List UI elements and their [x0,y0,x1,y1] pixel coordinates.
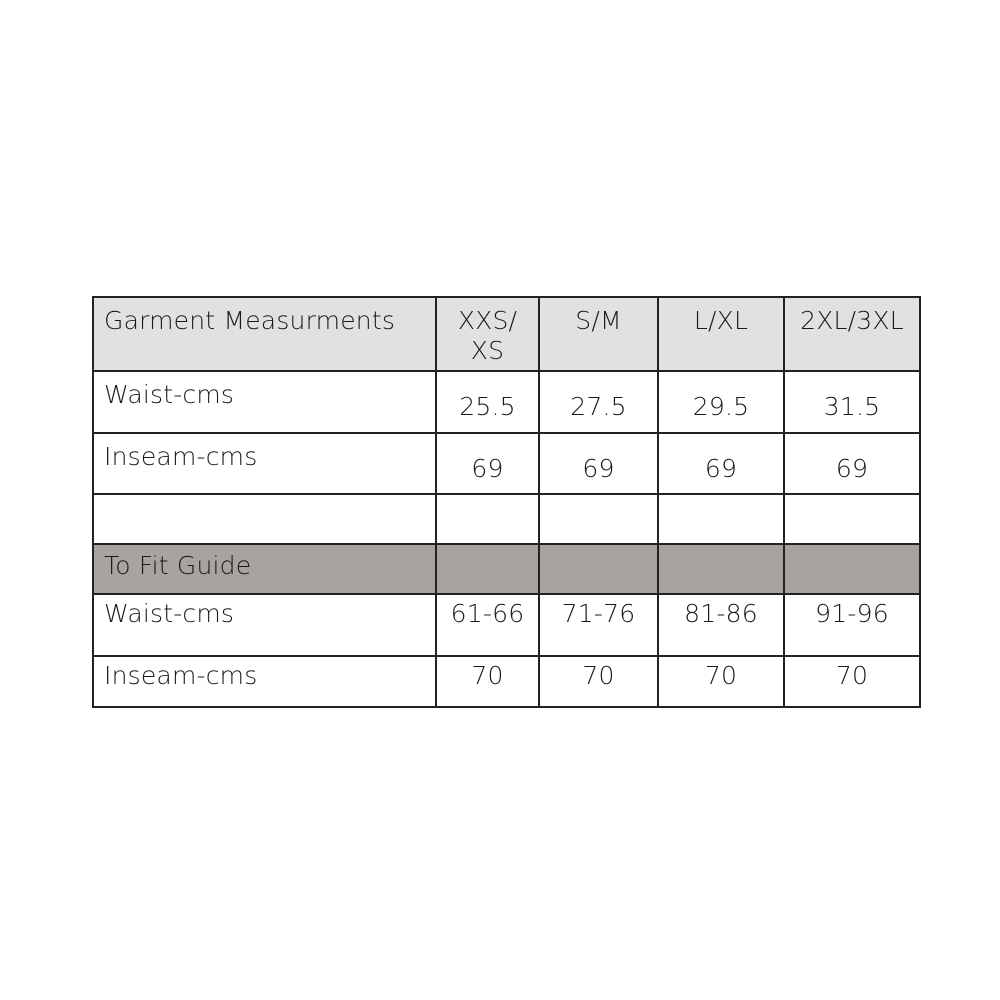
header-row [93,297,920,371]
header-label: Garment Measurments [104,306,396,335]
garment-inseam-row [93,433,920,494]
cell-value: 69 [471,454,504,483]
cell-value: 69 [704,454,738,483]
garment-waist-row [93,371,920,433]
row-label-cell [93,371,436,433]
cell-value: 29.5 [692,392,750,421]
value-cell [784,371,920,433]
value-cell [658,433,784,494]
value-cell [784,594,920,656]
cell-value: 71-76 [561,599,636,628]
size-header-l-xl: L/XL [693,306,749,335]
size-header-cell [539,297,658,371]
section-cell [784,544,920,594]
size-header-cell [784,297,920,371]
empty-cell [784,494,920,544]
cell-value: 70 [582,661,615,690]
value-cell [436,656,539,707]
row-label: Waist-cms [104,380,235,409]
value-cell [658,371,784,433]
empty-cell [93,494,436,544]
empty-row [93,494,920,544]
cell-value: 31.5 [823,392,881,421]
cell-value: 27.5 [570,392,627,421]
size-header-cell [436,297,539,371]
value-cell [658,656,784,707]
cell-value: 61-66 [450,599,525,628]
row-label: Inseam-cms [104,661,258,690]
row-label-cell [93,656,436,707]
empty-cell [436,494,539,544]
row-label-cell [93,433,436,494]
section-label-cell [93,544,436,594]
value-cell [539,656,658,707]
empty-cell [658,494,784,544]
to-fit-guide-row [93,544,920,594]
size-header-2xl-3xl: 2XL/3XL [800,306,904,335]
size-header-cell [658,297,784,371]
section-cell [658,544,784,594]
cell-value: 70 [704,661,738,690]
cell-value: 70 [471,661,504,690]
size-header-xxs-xs: XXS/ XS [457,306,518,365]
value-cell [658,594,784,656]
cell-value: 69 [835,454,869,483]
section-cell [539,544,658,594]
row-label: Inseam-cms [104,442,258,471]
cell-value: 25.5 [459,392,516,421]
section-label: To Fit Guide [104,551,252,580]
size-header-s-m: S/M [575,306,622,335]
cell-value: 69 [582,454,615,483]
value-cell [539,433,658,494]
value-cell [436,594,539,656]
value-cell [784,433,920,494]
cell-value: 70 [835,661,869,690]
size-chart-table [92,296,921,708]
section-cell [436,544,539,594]
cell-value: 81-86 [684,599,758,628]
value-cell [436,433,539,494]
value-cell [539,594,658,656]
value-cell [539,371,658,433]
value-cell [784,656,920,707]
row-label: Waist-cms [104,599,235,628]
header-label-cell [93,297,436,371]
cell-value: 91-96 [815,599,889,628]
fit-waist-row [93,594,920,656]
value-cell [436,371,539,433]
empty-cell [539,494,658,544]
row-label-cell [93,594,436,656]
fit-inseam-row [93,656,920,707]
